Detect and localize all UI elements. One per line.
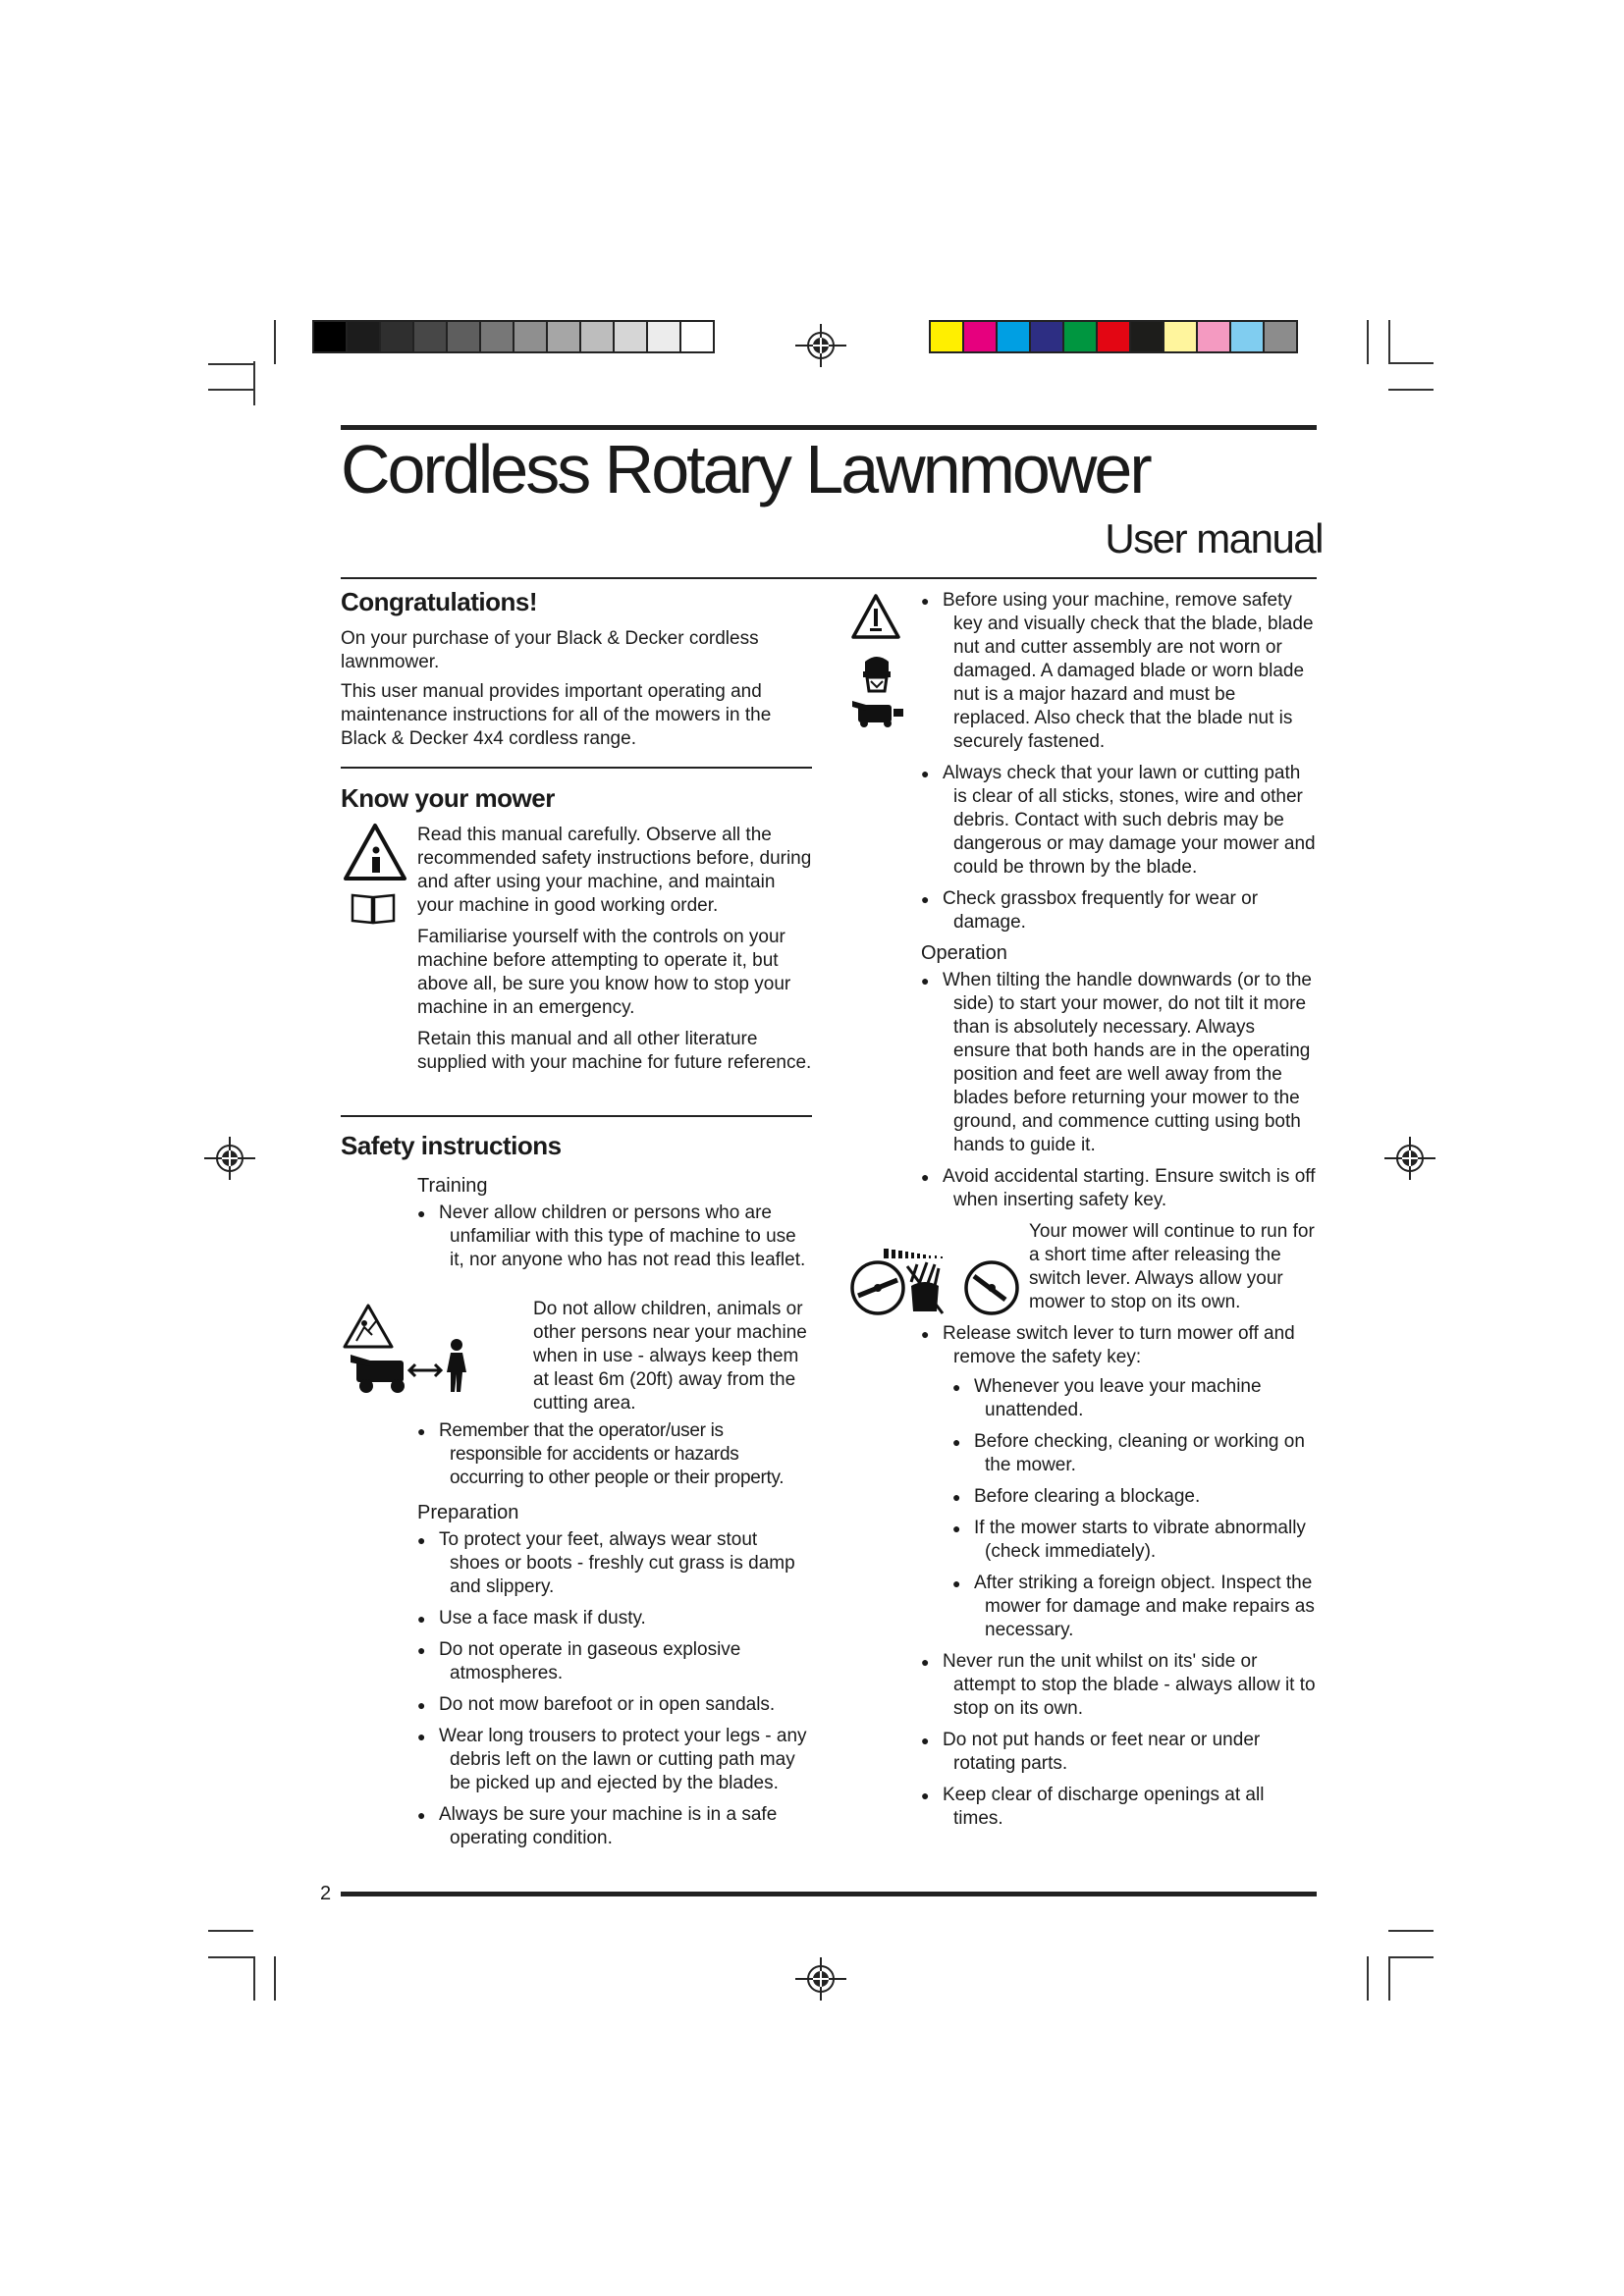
safety-check-list: [921, 589, 1316, 934]
header-bottom-rule: [341, 577, 1317, 579]
section-divider: [341, 1115, 812, 1117]
list-item: ● Check grassbox frequently for wear or damage.: [921, 887, 1316, 934]
color-swatch: [998, 322, 1031, 351]
know-your-mower-paragraph: Familiarise yourself with the controls on your machine before attempting to operate it, but above all, be sure you know how to stop your machine in an emergency.: [417, 927, 791, 1018]
list-item: ● Before clearing a blockage.: [952, 1485, 1316, 1509]
list-item: ● Do not operate in gaseous explosive atmospheres.: [417, 1638, 812, 1685]
know-your-mower-heading: Know your mower: [341, 783, 555, 813]
header-top-rule: [341, 425, 1317, 430]
color-swatch: [1031, 322, 1064, 351]
color-swatch: [1064, 322, 1098, 351]
list-item: ● Do not mow barefoot or in open sandals.: [417, 1693, 812, 1717]
color-swatch: [314, 322, 348, 351]
operation-list: [921, 969, 1316, 1212]
right-column-section: [921, 589, 1316, 1839]
registration-mark-icon: [795, 1957, 846, 2001]
list-item: ● Remember that the operator/user is responsible for accidents or hazards occurring to other people or their property.: [417, 1419, 812, 1490]
preparation-heading: Preparation: [417, 1502, 519, 1523]
list-item: ● Before checking, cleaning or working on the mower.: [952, 1430, 1316, 1477]
list-item: ● When tilting the handle downwards (or to the side) to start your mower, do not tilt it more than is absolutely necessary. Always ensure that both hands are in the operating position and feet are well away from the blades before returning your mower to the ground, and commence cutting using both hands to guide it.: [921, 969, 1316, 1157]
color-calibration-bar: [929, 320, 1298, 353]
registration-mark-icon: [1384, 1137, 1435, 1180]
blade-run-on-icon: [848, 1243, 1023, 1321]
list-item: ● Never allow children or persons who are unfamiliar with this type of machine to use it, nor anyone who has not read this leaflet.: [417, 1201, 812, 1272]
training-heading: Training: [417, 1175, 488, 1197]
congratulations-paragraph: This user manual provides important operating and maintenance instructions for all of the mowers in the Black & Decker 4x4 cordless range.: [341, 681, 772, 749]
color-swatch: [1164, 322, 1198, 351]
page-subtitle: User manual: [1105, 515, 1323, 561]
color-swatch: [481, 322, 514, 351]
know-your-mower-paragraph: Read this manual carefully. Observe all the recommended safety instructions before, during and after using your machine, and maintain your machine in good working order.: [417, 825, 812, 916]
release-list: [921, 1322, 1316, 1369]
blade-run-on-note: Your mower will continue to run for a short time after releasing the switch lever. Always allow your mower to stop on its own.: [1029, 1221, 1315, 1312]
list-item: ● Keep clear of discharge openings at all times.: [921, 1784, 1316, 1831]
training-list: [417, 1419, 812, 1490]
read-manual-book-icon: [351, 891, 396, 927]
safety-instructions-section: [341, 1131, 812, 1858]
warning-information-icon: [343, 823, 407, 881]
color-swatch: [1265, 322, 1296, 351]
know-your-mower-section: [341, 783, 812, 1075]
disconnect-key-icon: [850, 699, 905, 728]
color-swatch: [615, 322, 648, 351]
list-item: ● Before using your machine, remove safety key and visually check that the blade, blade nut and cutter assembly are not worn or damaged. A damaged blade or worn blade nut is a major hazard and must be replaced. Also check that the blade nut is securely fastened.: [921, 589, 1316, 754]
list-item: ● Whenever you leave your machine unattended.: [952, 1375, 1316, 1422]
congratulations-section: [341, 587, 812, 751]
list-item: ● Never run the unit whilst on its' side or attempt to stop the blade - always allow it to stop on its own.: [921, 1650, 1316, 1721]
safety-instructions-heading: Safety instructions: [341, 1131, 562, 1160]
know-your-mower-paragraph: Retain this manual and all other literature supplied with your machine for future reference.: [417, 1029, 812, 1073]
list-item: ● To protect your feet, always wear stout shoes or boots - freshly cut grass is damp and slippery.: [417, 1528, 812, 1599]
footer-rule: [341, 1892, 1317, 1896]
color-swatch: [964, 322, 998, 351]
color-swatch: [1131, 322, 1164, 351]
registration-mark-icon: [204, 1137, 255, 1180]
list-item: ● Always be sure your machine is in a safe operating condition.: [417, 1803, 812, 1850]
congratulations-heading: Congratulations!: [341, 587, 537, 616]
warning-icon: [850, 593, 901, 640]
wear-protection-icon: [859, 652, 894, 695]
list-item: ● If the mower starts to vibrate abnormally (check immediately).: [952, 1517, 1316, 1564]
color-swatch: [381, 322, 414, 351]
training-list: [417, 1201, 812, 1272]
preparation-list: [417, 1528, 812, 1850]
list-item: ● Release switch lever to turn mower off and remove the safety key:: [921, 1322, 1316, 1369]
registration-mark-icon: [795, 324, 846, 367]
list-item: ● After striking a foreign object. Inspect the mower for damage and make repairs as necessary.: [952, 1572, 1316, 1642]
color-swatch: [348, 322, 381, 351]
list-item: ● Wear long trousers to protect your legs - any debris left on the lawn or cutting path may be picked up and ejected by the blades.: [417, 1725, 812, 1795]
section-divider: [341, 767, 812, 769]
color-swatch: [548, 322, 581, 351]
page-title: Cordless Rotary Lawnmower: [341, 431, 1150, 507]
list-item: ● Always check that your lawn or cutting path is clear of all sticks, stones, wire and other debris. Contact with such debris may be dangerous or may damage your mower and could be thrown by the blade.: [921, 762, 1316, 880]
keep-bystanders-away-icon: [341, 1302, 488, 1396]
training-note: Do not allow children, animals or other persons near your machine when in use - always keep them at least 6m (20ft) away from the cutting area.: [533, 1299, 807, 1414]
color-swatch: [514, 322, 548, 351]
color-swatch: [581, 322, 615, 351]
color-swatch: [648, 322, 681, 351]
operation-heading: Operation: [921, 942, 1007, 964]
color-swatch: [931, 322, 964, 351]
color-swatch: [448, 322, 481, 351]
list-item: ● Use a face mask if dusty.: [417, 1607, 812, 1630]
list-item: ● Avoid accidental starting. Ensure switch is off when inserting safety key.: [921, 1165, 1316, 1212]
congratulations-paragraph: On your purchase of your Black & Decker cordless lawnmower.: [341, 628, 759, 672]
color-swatch: [1231, 322, 1265, 351]
color-swatch: [1198, 322, 1231, 351]
grayscale-calibration-bar: [312, 320, 715, 353]
page-number: 2: [320, 1883, 332, 1904]
final-safety-list: [921, 1650, 1316, 1831]
color-swatch: [1098, 322, 1131, 351]
color-swatch: [681, 322, 713, 351]
color-swatch: [414, 322, 448, 351]
release-sub-list: [921, 1375, 1316, 1642]
list-item: ● Do not put hands or feet near or under rotating parts.: [921, 1729, 1316, 1776]
